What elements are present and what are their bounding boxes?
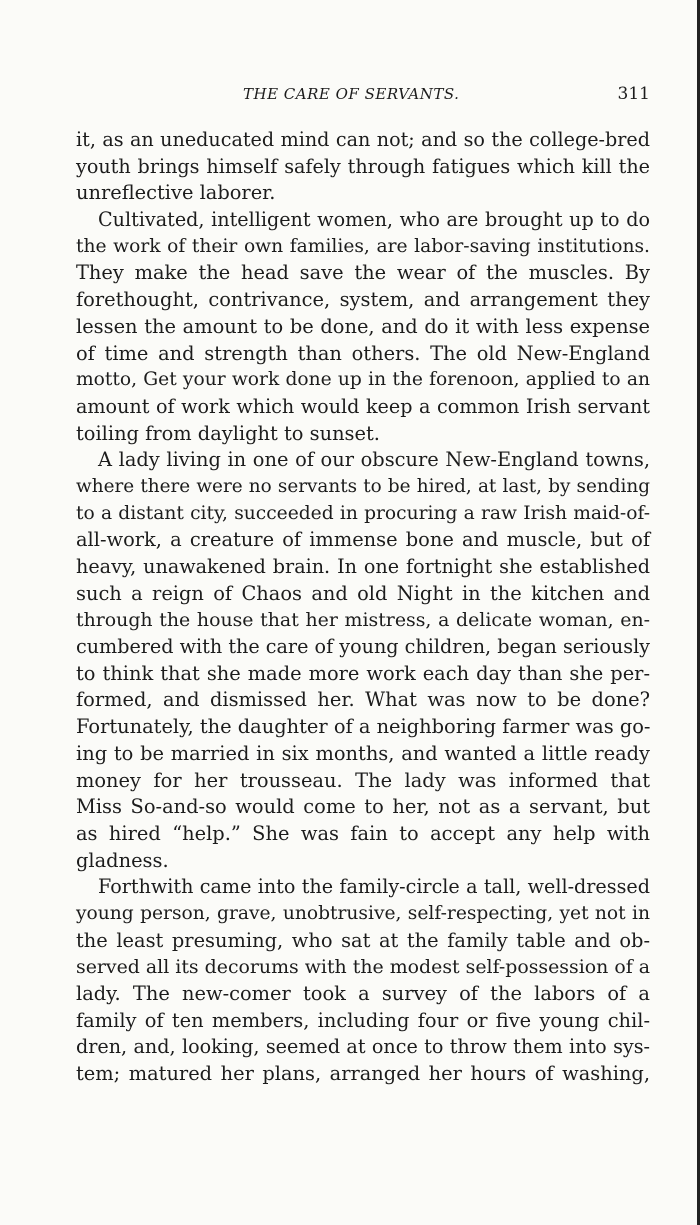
text-line: gladness. <box>76 848 169 872</box>
text-line: formed, and dismissed her. What was now to be done? <box>76 688 650 712</box>
text-line: lessen the amount to be done, and do it with less expense <box>76 314 650 338</box>
text-line: it, as an uneducated mind can not; and so the college-bred <box>76 128 650 151</box>
running-title: THE CARE OF SERVANTS. <box>243 85 460 103</box>
text-line: to think that she made more work each day than she per- <box>76 661 650 685</box>
text-line: toiling from daylight to sunset. <box>76 421 380 445</box>
running-head <box>76 84 650 110</box>
text-line: young person, grave, unobtrusive, self-respecting, yet not in <box>76 902 650 924</box>
text-line: forethought, contrivance, system, and arrangement they <box>76 288 650 312</box>
text-line: money for her trousseau. The lady was informed that <box>76 768 650 792</box>
text-line: youth brings himself safely through fatigues which kill the <box>76 154 650 178</box>
paragraph-start-line: Forthwith came into the family-circle a tall, well-dressed <box>98 875 650 899</box>
text-line: such a reign of Chaos and old Night in the kitchen and <box>76 581 650 605</box>
text-line: through the house that her mistress, a delicate woman, en- <box>76 609 650 632</box>
text-line: where there were no servants to be hired, at last, by sending <box>76 475 650 497</box>
text-line: Miss So-and-so would come to her, not as a servant, but <box>76 795 650 819</box>
text-line: Fortunately, the daughter of a neighboring farmer was go- <box>76 715 651 739</box>
text-line: as hired “help.” She was fain to accept any help with <box>76 821 650 845</box>
text-line: unreflective laborer. <box>76 181 276 205</box>
text-line: motto, Get your work done up in the forenoon, applied to an <box>76 369 650 391</box>
text-line: cumbered with the care of young children, began seriously <box>76 635 650 659</box>
text-line: amount of work which would keep a common Irish servant <box>76 394 650 418</box>
text-line: dren, and, looking, seemed at once to throw them into sys- <box>76 1035 650 1059</box>
text-line: of time and strength than others. The old New-England <box>76 341 650 365</box>
text-line: family of ten members, including four or five young chil- <box>76 1008 650 1032</box>
text-line: tem; matured her plans, arranged her hours of washing, <box>76 1062 650 1086</box>
page-number: 311 <box>617 84 650 104</box>
text-line: all-work, a creature of immense bone and muscle, but of <box>76 528 650 552</box>
text-line: ing to be married in six months, and wanted a little ready <box>76 741 650 765</box>
text-line: heavy, unawakened brain. In one fortnight she established <box>76 555 650 578</box>
paragraph-start-line: Cultivated, intelligent women, who are brought up to do <box>98 208 650 232</box>
text-line: lady. The new-comer took a survey of the labors of a <box>76 982 650 1005</box>
text-line: the work of their own families, are labor-saving institutions. <box>76 235 650 257</box>
text-line: They make the head save the wear of the muscles. By <box>76 261 650 285</box>
paragraph-start-line: A lady living in one of our obscure New-England towns, <box>98 448 650 472</box>
text-line: the least presuming, who sat at the family table and ob- <box>76 928 650 952</box>
body-text <box>76 127 650 1088</box>
text-line: to a distant city, succeeded in procuring a raw Irish maid-of- <box>76 502 650 524</box>
text-line: served all its decorums with the modest self-possession of a <box>76 956 650 979</box>
